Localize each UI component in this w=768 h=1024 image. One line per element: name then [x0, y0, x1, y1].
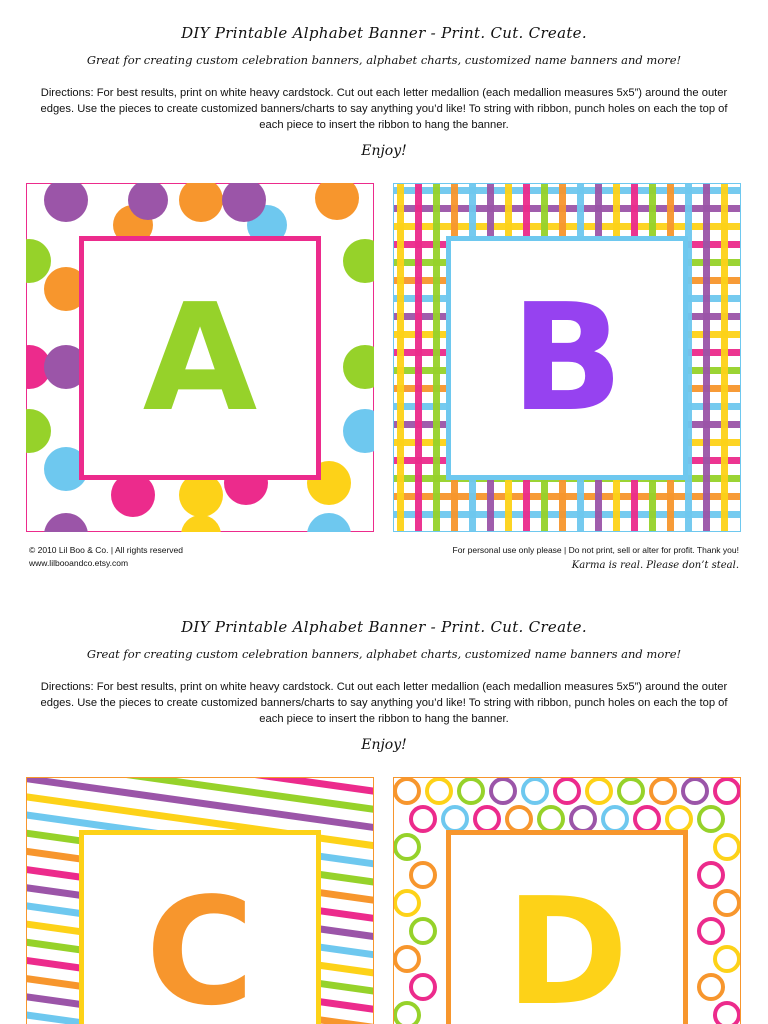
letter-c: C — [145, 866, 255, 1024]
page-subtitle: Great for creating custom celebration banners, alphabet charts, customized name banners and more! — [86, 647, 682, 661]
karma-text: Karma is real. Please don’t steal. — [571, 560, 739, 571]
directions-text: Directions: For best results, print on white heavy cardstock. Cut out each letter medallion (each medallion measures 5x5”) around the outer edges. Use the pieces to create customized banners/charts to say anything you’d like! To string with ribbon, punch holes on each the top of each piece to insert the ribbon to hang the banner. — [40, 681, 728, 725]
medallion-a — [26, 183, 374, 532]
directions-text: Directions: For best results, print on white heavy cardstock. Cut out each letter medallion (each medallion measures 5x5”) around the outer edges. Use the pieces to create customized banners/charts to say anything you’d like! To string with ribbon, punch holes on each the top of each piece to insert the ribbon to hang the banner. — [40, 87, 728, 131]
website-text: www.lilbooandco.etsy.com — [29, 558, 129, 568]
page-subtitle: Great for creating custom celebration banners, alphabet charts, customized name banners and more! — [86, 53, 682, 67]
letter-a: A — [142, 272, 258, 444]
medallion-c — [26, 777, 374, 1024]
personal-use-text: For personal use only please | Do not print, sell or alter for profit. Thank you! — [452, 545, 739, 555]
copyright-text: © 2010 Lil Boo & Co. | All rights reserved — [29, 545, 183, 555]
enjoy-text: Enjoy! — [361, 143, 407, 159]
medallion-frame — [446, 830, 688, 1024]
medallion-frame — [79, 830, 321, 1024]
page-title: DIY Printable Alphabet Banner - Print. Cut. Create. — [181, 618, 587, 636]
letter-b: B — [510, 272, 624, 444]
medallion-d — [393, 777, 741, 1024]
letter-d: D — [505, 866, 629, 1024]
page-title: DIY Printable Alphabet Banner - Print. Cut. Create. — [181, 24, 587, 42]
medallion-frame — [446, 236, 688, 480]
enjoy-text: Enjoy! — [361, 737, 407, 753]
footer-left — [29, 544, 183, 570]
medallion-b — [393, 183, 741, 532]
medallion-frame — [79, 236, 321, 480]
